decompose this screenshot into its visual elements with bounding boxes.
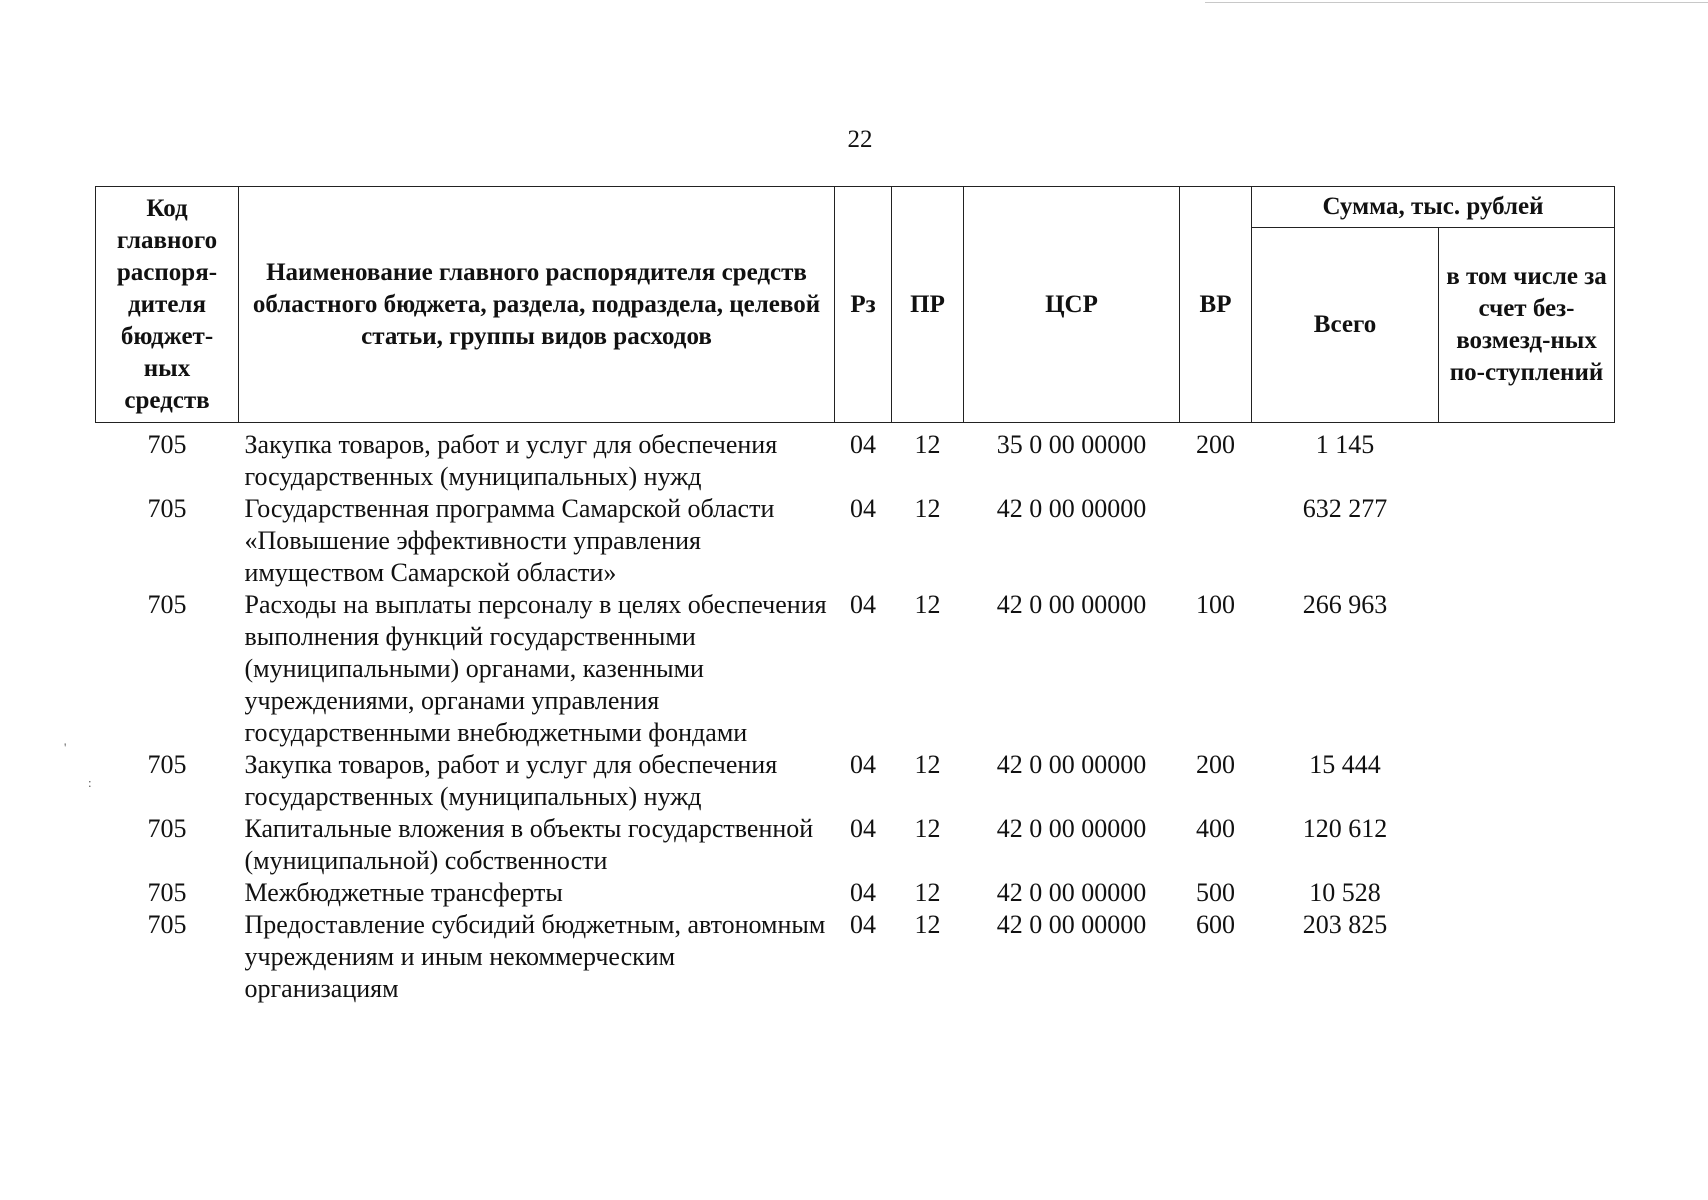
cell-code: 705 (147, 910, 187, 939)
table-row (96, 423, 1615, 494)
cell-code: 705 (147, 430, 187, 459)
cell-free (1439, 909, 1615, 1005)
cell-rz: 04 (850, 590, 876, 619)
table-body (96, 423, 1615, 1006)
cell-name: Расходы на выплаты персоналу в целях обеспечения выполнения функций государственными (муниципальными) органами, казенными учреждениями, органами управления государственными внебюджетными фондами (244, 590, 827, 747)
scan-mark: : (88, 775, 92, 790)
cell-free (1439, 423, 1615, 494)
cell-code: 705 (147, 494, 187, 523)
cell-total: 1 145 (1315, 430, 1375, 459)
cell-pr: 12 (914, 878, 941, 907)
cell-name: Закупка товаров, работ и услуг для обеспечения государственных (муниципальных) нужд (244, 750, 778, 811)
header-pr: ПР (892, 187, 964, 423)
cell-total: 203 825 (1302, 910, 1388, 939)
header-free: в том числе за счет без-возмезд-ных по-ступлений (1439, 228, 1615, 423)
cell-rz: 04 (850, 430, 876, 459)
cell-code: 705 (147, 590, 187, 619)
cell-code: 705 (147, 878, 187, 907)
scan-top-rule (1205, 2, 1708, 3)
header-vr: ВР (1180, 187, 1252, 423)
cell-pr: 12 (914, 910, 941, 939)
cell-vr (1180, 493, 1252, 589)
table-row (96, 493, 1615, 589)
cell-total: 266 963 (1302, 590, 1388, 619)
table-header (96, 187, 1615, 423)
cell-rz: 04 (850, 910, 876, 939)
cell-pr: 12 (914, 814, 941, 843)
cell-rz: 04 (850, 750, 876, 779)
cell-rz: 04 (850, 878, 876, 907)
cell-total: 632 277 (1302, 494, 1388, 523)
cell-csr: 42 0 00 00000 (996, 494, 1147, 523)
cell-rz: 04 (850, 814, 876, 843)
table-row (96, 813, 1615, 877)
cell-free (1439, 749, 1615, 813)
cell-name: Закупка товаров, работ и услуг для обеспечения государственных (муниципальных) нужд (244, 430, 778, 491)
page-number: 22 (847, 126, 873, 153)
cell-pr: 12 (914, 494, 941, 523)
cell-total: 15 444 (1309, 750, 1381, 779)
cell-csr: 42 0 00 00000 (996, 814, 1147, 843)
cell-pr: 12 (914, 590, 941, 619)
cell-name: Предоставление субсидий бюджетным, автономным учреждениям и иным некоммерческим организациям (244, 910, 826, 1003)
cell-csr: 35 0 00 00000 (996, 430, 1147, 459)
cell-vr: 200 (1196, 750, 1235, 779)
cell-free (1439, 589, 1615, 749)
table-row (96, 749, 1615, 813)
cell-vr: 100 (1196, 590, 1235, 619)
budget-table (95, 186, 1615, 1005)
cell-csr: 42 0 00 00000 (996, 878, 1147, 907)
cell-rz: 04 (850, 494, 876, 523)
header-total: Всего (1252, 228, 1439, 423)
cell-pr: 12 (914, 430, 941, 459)
header-code: Код главного распоря-дителя бюджет-ных средств (96, 187, 239, 423)
table-row (96, 909, 1615, 1005)
cell-csr: 42 0 00 00000 (996, 750, 1147, 779)
table-row (96, 877, 1615, 909)
cell-total: 10 528 (1309, 878, 1381, 907)
cell-total: 120 612 (1302, 814, 1388, 843)
cell-csr: 42 0 00 00000 (996, 910, 1147, 939)
cell-name: Государственная программа Самарской области «Повышение эффективности управления имуществом Самарской области» (244, 494, 775, 587)
header-csr: ЦСР (964, 187, 1180, 423)
cell-vr: 600 (1196, 910, 1235, 939)
table-row (96, 589, 1615, 749)
header-name: Наименование главного распорядителя средств областного бюджета, раздела, подраздела, целевой статьи, группы видов расходов (239, 187, 835, 423)
cell-code: 705 (147, 814, 187, 843)
cell-vr: 400 (1196, 814, 1235, 843)
cell-vr: 500 (1196, 878, 1235, 907)
scan-mark: ' (64, 740, 67, 755)
cell-free (1439, 493, 1615, 589)
header-sum-group: Сумма, тыс. рублей (1252, 187, 1615, 228)
cell-free (1439, 813, 1615, 877)
cell-csr: 42 0 00 00000 (996, 590, 1147, 619)
cell-pr: 12 (914, 750, 941, 779)
cell-vr: 200 (1196, 430, 1235, 459)
cell-code: 705 (147, 750, 187, 779)
cell-name: Межбюджетные трансферты (244, 878, 563, 907)
header-rz: Рз (835, 187, 892, 423)
cell-name: Капитальные вложения в объекты государственной (муниципальной) собственности (244, 814, 814, 875)
cell-free (1439, 877, 1615, 909)
